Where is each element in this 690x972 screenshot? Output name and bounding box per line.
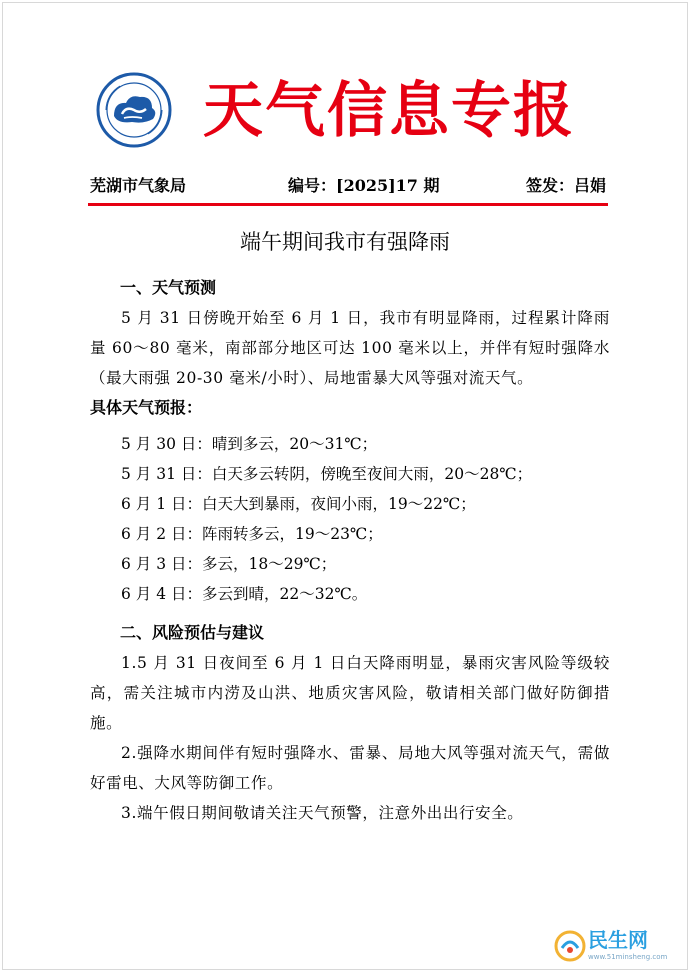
forecast-day: 6 月 4 日：多云到晴，22～32℃。 — [121, 585, 368, 603]
watermark-url: www.51minsheng.com — [588, 953, 668, 961]
meta-row — [90, 172, 606, 200]
forecast-day: 5 月 31 日：白天多云转阴，傍晚至夜间大雨，20～28℃； — [121, 465, 533, 483]
watermark-logo-icon — [554, 930, 586, 962]
document-body — [90, 273, 610, 828]
cma-logo-icon — [96, 72, 172, 148]
signer: 签发：吕娟 — [525, 176, 606, 195]
section-heading-risk: 二、风险预估与建议 — [120, 623, 265, 642]
masthead-title: 天气信息专报 — [203, 76, 575, 146]
forecast-subheading: 具体天气预报： — [90, 398, 203, 417]
risk-item: 2.强降水期间伴有短时强降水、雷暴、局地大风等强对流天气，需做好雷电、大风等防御工作。 — [90, 744, 610, 792]
forecast-day: 5 月 30 日：晴到多云，20～31℃； — [121, 435, 378, 453]
watermark — [548, 926, 684, 966]
issuing-agency: 芜湖市气象局 — [90, 176, 187, 195]
forecast-day: 6 月 2 日：阵雨转多云，19～23℃； — [121, 525, 383, 543]
issue-number: 编号：[2025]17 期 — [288, 176, 440, 195]
forecast-summary-paragraph: 5 月 31 日傍晚开始至 6 月 1 日，我市有明显降雨，过程累计降雨量 60～80 毫米，南部部分地区可达 100 毫米以上，并伴有短时强降水（最大雨强 20-30 毫米/小时）、局地雷暴大风等强对流天气。 — [90, 309, 610, 387]
forecast-day: 6 月 1 日：白天大到暴雨，夜间小雨，19～22℃； — [121, 495, 476, 513]
risk-item: 1.5 月 31 日夜间至 6 月 1 日白天降雨明显，暴雨灾害风险等级较高，需关注城市内涝及山洪、地质灾害风险，敬请相关部门做好防御措施。 — [90, 654, 610, 732]
document-title: 端午期间我市有强降雨 — [240, 230, 450, 254]
risk-item: 3.端午假日期间敬请关注天气预警，注意外出出行安全。 — [121, 804, 524, 822]
watermark-brand: 民生网 — [588, 928, 648, 952]
section-heading-forecast: 一、天气预测 — [120, 278, 217, 297]
forecast-day: 6 月 3 日：多云，18～29℃； — [121, 555, 337, 573]
red-divider — [88, 203, 608, 206]
